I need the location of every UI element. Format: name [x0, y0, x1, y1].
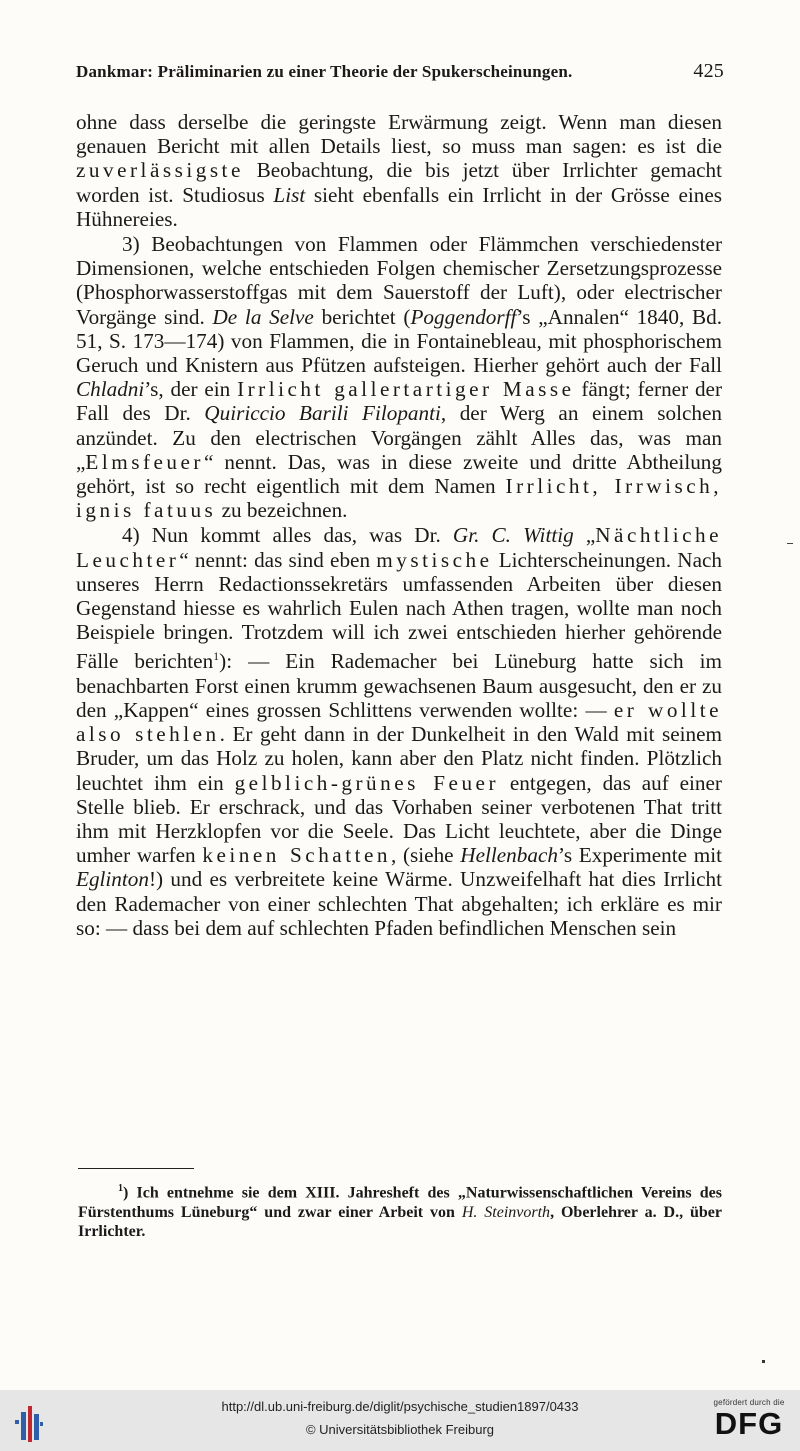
margin-mark [787, 543, 793, 544]
person-name: Poggendorff [410, 304, 517, 329]
text-run: , der Werg an einem solchen anzündet. Zu den electrischen Vorgängen zählt Alles das, was man „ [76, 401, 722, 474]
running-head [76, 60, 724, 83]
text-run: , Oberlehrer a. D., über Irrlichter. [78, 1203, 722, 1241]
text-run: 3) Beobachtungen von Flammen oder Flämmchen verschiedenster Dimensionen, welche entschieden Folgen chemischer Zersetzungsprozesse (Phosphorwasserstoffgas mit dem Sauerstoff der Luft), oder electrischer Vorgänge sind. [76, 232, 722, 329]
text-run: ohne dass derselbe die geringste Erwärmung zeigt. Wenn man diesen genauen Bericht mit allen Details liest, so muss man sagen: es ist die [76, 110, 722, 159]
spaced-emphasis: Irrlicht, Irrwisch, ignis fatuus [76, 474, 722, 523]
paragraph-2 [76, 232, 722, 522]
text-run: Lichterscheinungen. Nach unseres Herrn Redactionssekretärs umfassenden Arbeiten über diesen Gegenstand hiesse es wahrlich Eulen nach Athen tragen, wollte man noch Beispiele bringen. Trotzdem will ich zwei entschieden hierher gehörende Fälle berichten [76, 547, 722, 674]
text-run: ): — Ein Rademacher bei Lüneburg hatte sich im benachbarten Forst einen krumm gewachsenen Baum ausgesucht, den er zu den „Kappen“ eines grossen Schlittens verwenden wollte: — [76, 649, 722, 722]
person-name: De la Selve [212, 304, 314, 329]
dfg-wordmark: DFG [714, 1406, 784, 1441]
text-run: „ [573, 523, 596, 548]
spaced-emphasis: gelblich-grünes Feuer [234, 770, 500, 795]
person-name: Chladni [76, 377, 145, 402]
text-run: “ nennt: das sind eben [179, 547, 377, 572]
text-run: berichtet ( [313, 304, 411, 329]
text-run: Beobachtung, die bis jetzt über Irrlichter gemacht worden ist. Studiosus [76, 158, 722, 207]
viewer-footer [0, 1390, 800, 1451]
person-name: H. Steinvorth [461, 1203, 551, 1221]
body-text [76, 110, 722, 940]
copyright-notice: © Universitätsbibliothek Freiburg [305, 1422, 495, 1437]
person-name: Hellenbach [460, 843, 558, 868]
spaced-emphasis: Elmsfeuer [85, 449, 204, 474]
text-run: ’s, der ein [144, 377, 238, 402]
footnote [78, 1179, 722, 1242]
running-title: Dankmar: Präliminarien zu einer Theorie der Spukerscheinungen. [76, 62, 573, 81]
spaced-emphasis: mystische [376, 547, 493, 572]
person-name: List [273, 182, 306, 207]
text-run: fängt; ferner der Fall des Dr. [76, 377, 722, 426]
footnote-divider [78, 1168, 194, 1169]
text-run: !) und es verbreitete keine Wärme. Unzweifelhaft hat dies Irrlicht den Rademacher von einer schlechten That abgehalten; ich erkläre es mir so: — dass bei dem auf schlechten Pfaden befindlichen Menschen sein [76, 867, 722, 940]
text-run: 4) Nun kommt alles das, was Dr. [122, 523, 453, 548]
paragraph-3 [76, 523, 722, 940]
footnote-marker: 1 [118, 1183, 123, 1194]
text-run: zu bezeichnen. [216, 498, 348, 523]
text-run: ’s Experimente mit [557, 843, 722, 868]
spaced-emphasis: er wollte also stehlen [76, 697, 722, 747]
text-run: “ nennt. Das, was in diese zweite und dritte Abtheilung gehört, ist so recht eigentlich mit dem Namen [76, 449, 722, 499]
spaced-emphasis: keinen Schatten [202, 843, 391, 868]
text-run: ’s „Annalen“ 1840, Bd. 51, S. 173—174) von Flammen, die in Fontainebleau, mit phosphorischem Geruch und Knistern aus Pfützen aufsteigen. Hierher gehört auch der Fall [76, 304, 722, 378]
text-run: , (siehe [390, 843, 461, 868]
dfg-funding-note: gefördert durch die [713, 1398, 785, 1407]
person-name: Gr. C. Wittig [452, 523, 574, 548]
footnote-ref: 1 [213, 649, 220, 664]
page-number: 425 [693, 60, 724, 82]
page-speck [762, 1360, 765, 1363]
paragraph-1 [76, 110, 722, 231]
person-name: Eglinton [76, 867, 149, 892]
dfg-logo-icon [706, 1398, 792, 1446]
text-run: . Er geht dann in der Dunkelheit in den Wald mit seinem Bruder, um das Holz zu holen, kann aber den Platz nicht finden. Plötzlich leuchtet ihm ein [76, 722, 722, 795]
spaced-emphasis: Nächtliche Leuchter [76, 523, 723, 572]
text-run: ) Ich entnehme sie dem XIII. Jahresheft des „Naturwissenschaftlichen Vereins des Fürstenthums Lüneburg“ und zwar einer Arbeit von [78, 1184, 722, 1221]
text-run: entgegen, das auf einer Stelle blieb. Er erschrack, und das Vorhaben seiner verbotenen That tritt ihm mit Herzklopfen vor die Seele. Das Licht leuchtete, aber die Dinge umher warfen [76, 770, 722, 868]
permalink-url[interactable]: http://dl.ub.uni-freiburg.de/diglit/psychische_studien1897/0433 [221, 1399, 579, 1414]
spaced-emphasis: Irrlicht gallertartiger Masse [237, 377, 575, 402]
person-name: Quiriccio Barili Filopanti [204, 401, 441, 426]
spaced-emphasis: zuverlässigste [76, 158, 244, 183]
text-run: sieht ebenfalls ein Irrlicht in der Grösse eines Hühnereies. [76, 182, 722, 231]
